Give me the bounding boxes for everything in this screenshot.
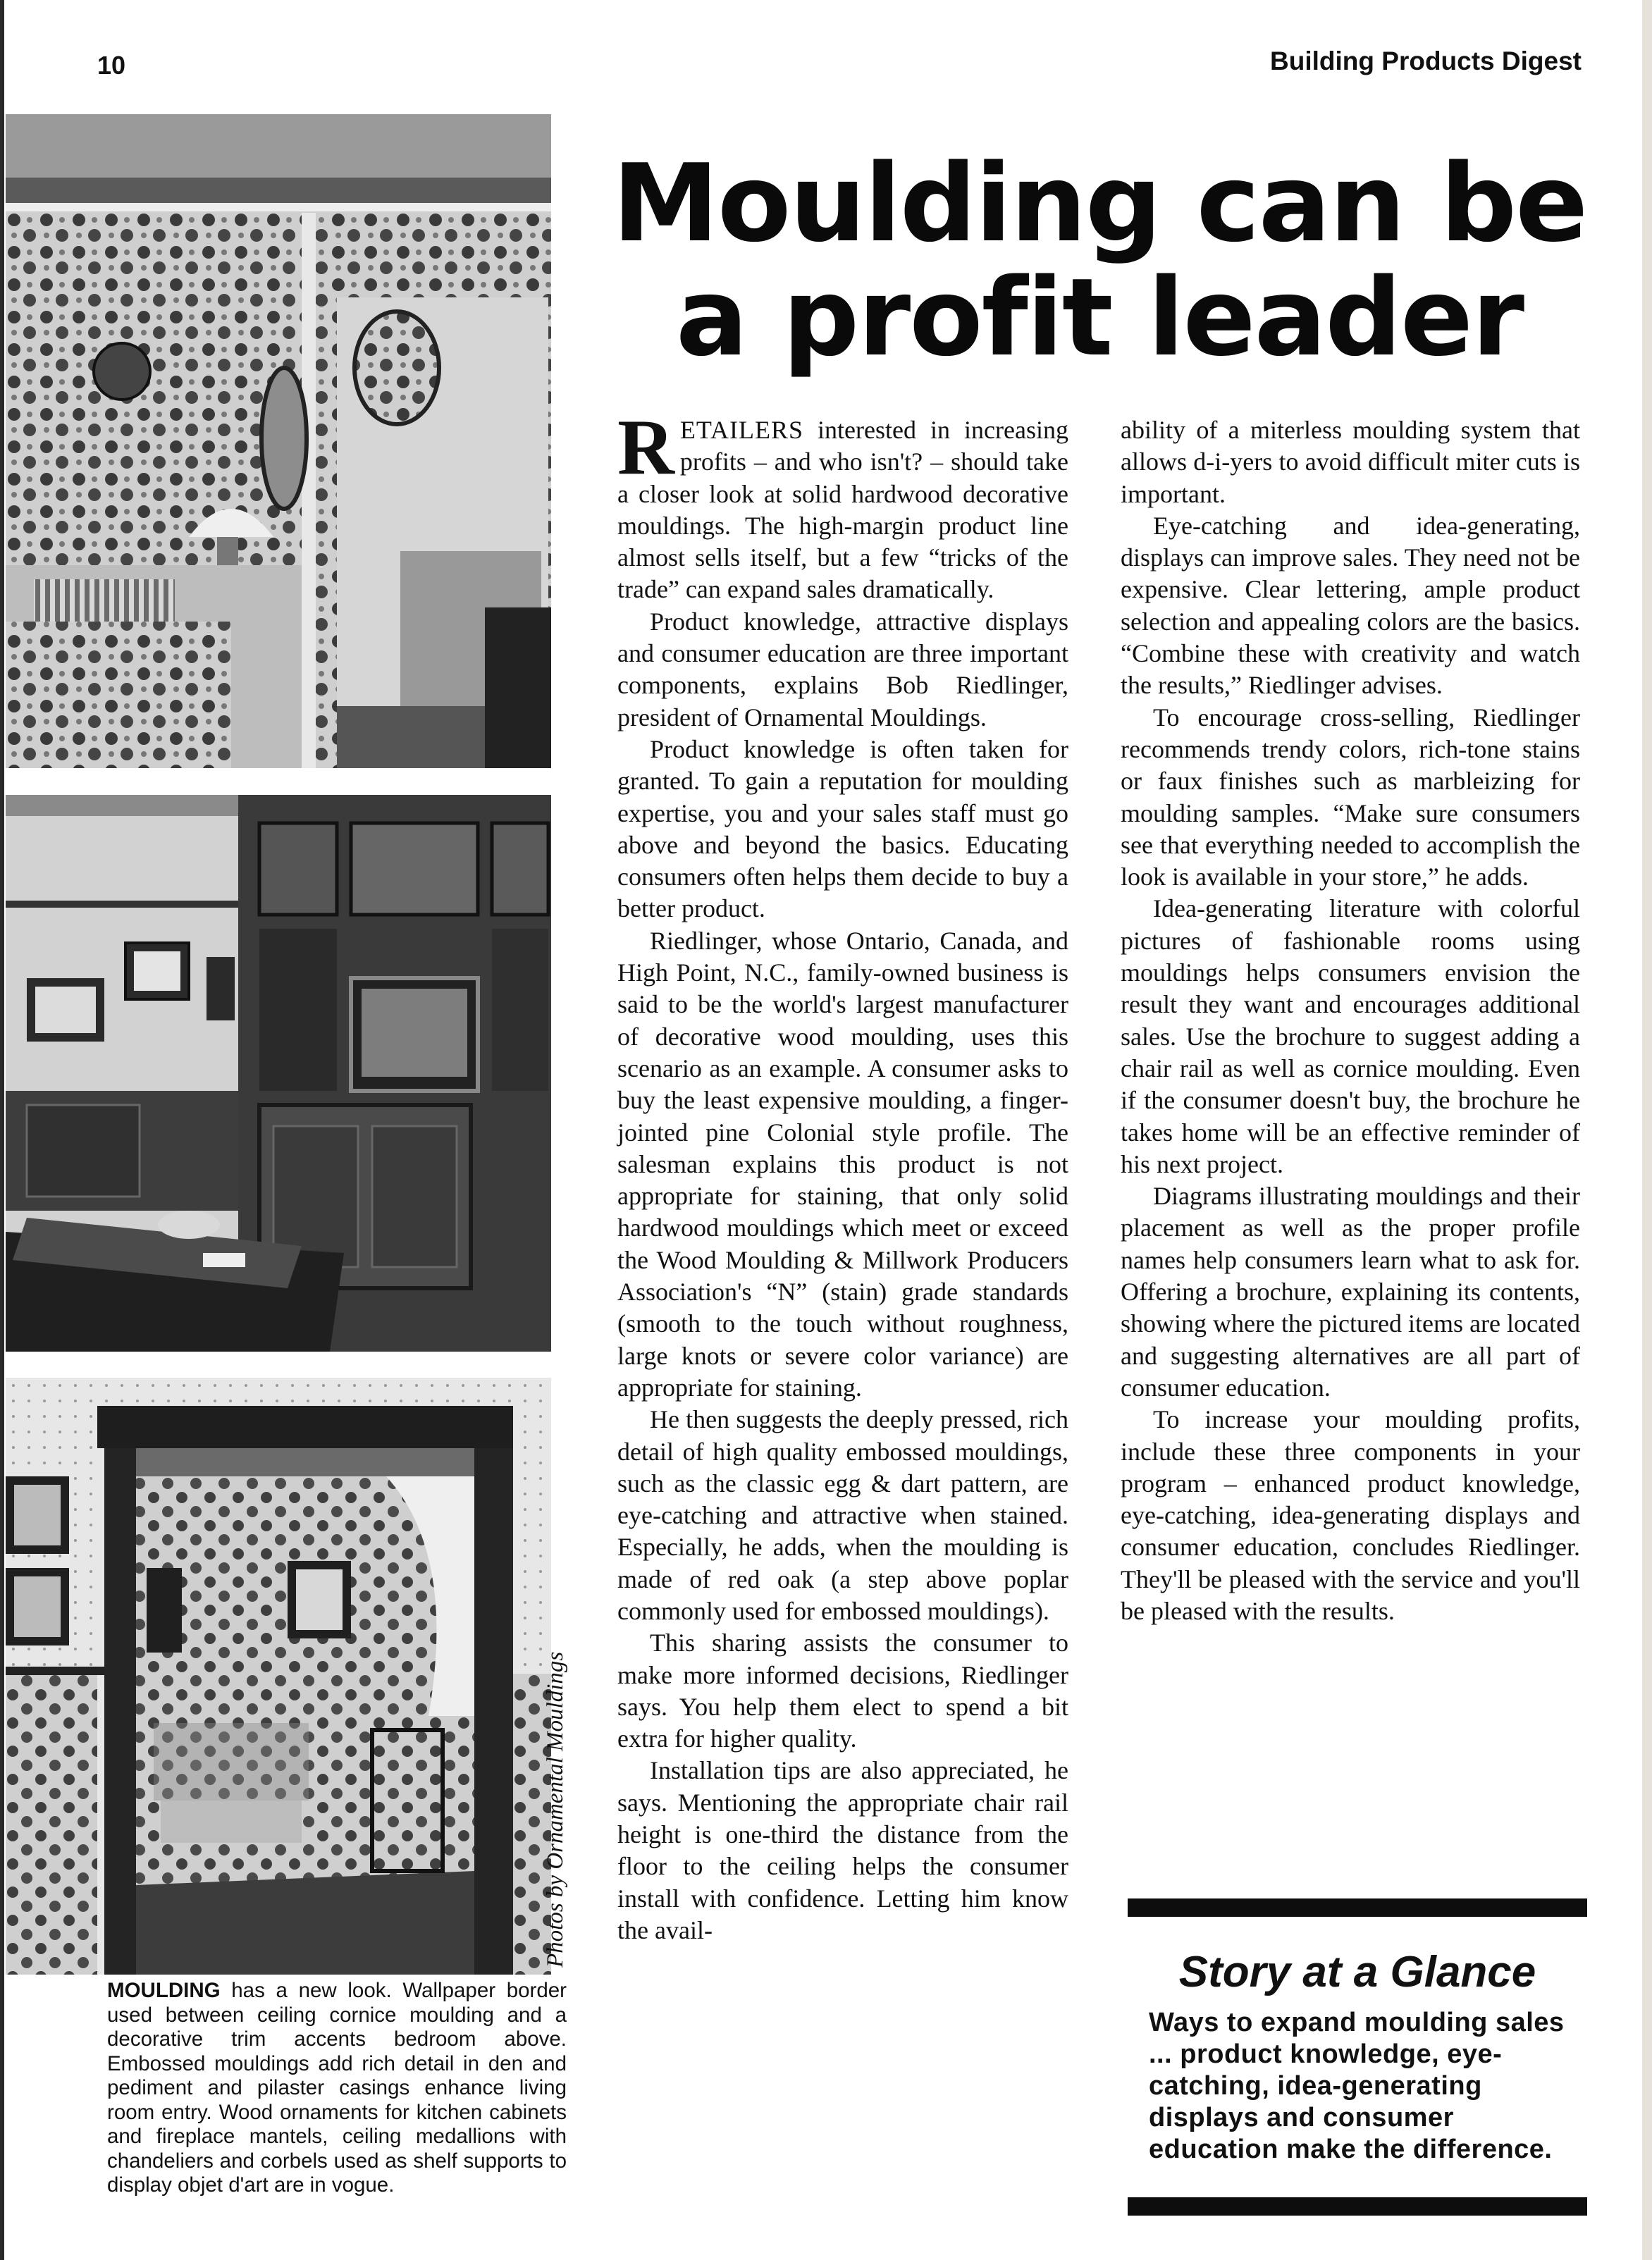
headline-line-2: a profit leader xyxy=(675,255,1524,380)
lead-word: ETAILERS xyxy=(679,416,803,444)
article-paragraph: Product knowledge is often taken for granted. To gain a reputation for moulding expertise, you and your sales staff must go above and beyond the basics. Educating consumers often helps them decide to buy a better product. xyxy=(617,734,1068,923)
article-paragraph: To increase your moulding profits, include these three components in your program – enhanced product knowledge, eye-catching, idea-generating displays and consumer education, concludes Riedlinger. They'll be pleased with the service and you'll be pleased with the results. xyxy=(1121,1405,1580,1625)
article-paragraph: Product knowledge, attractive displays and consumer education are three important components, explains Bob Riedlinger, president of Ornamental Mouldings. xyxy=(617,607,1068,731)
sidebar-title: Story at a Glance xyxy=(1178,1948,1536,1996)
caption-lead: MOULDING xyxy=(107,1979,221,2002)
article-paragraph: Diagrams illustrating mouldings and their placement as well as the proper profile names help consumers learn what to ask for. Offering a brochure, explaining its contents, showing where the pictured items are located and suggesting alternatives are all part of consumer education. xyxy=(1121,1182,1580,1402)
caption-text: has a new look. Wallpaper border used between ceiling cornice moulding and a decorative trim accents bedroom above. Embossed mouldings add rich detail in den and pediment and pilaster casings enhance living room entry. Wood ornaments for kitchen cabinets and fireplace mantels, ceiling medallions with chandeliers and corbels used as shelf supports to display objet d'art are in vogue. xyxy=(107,1979,567,2197)
sidebar-body: Ways to expand moulding sales ... product knowledge, eye-catching, idea-generating displays and consumer education make the difference. xyxy=(1149,2008,1565,2164)
page-edge xyxy=(0,0,4,2260)
den-photo xyxy=(6,795,551,1352)
photo-credit: Photos by Ornamental Mouldings xyxy=(543,1651,568,1968)
article-column-1 xyxy=(617,404,1068,1946)
drop-cap: R xyxy=(617,404,674,491)
sidebar-rule-bottom xyxy=(1128,2197,1587,2216)
article-paragraph: He then suggests the deeply pressed, rich detail of high quality embossed mouldings, such as the classic egg & dart pattern, are eye-catching and attractive when stained. Especially, he adds, when the moulding is made of red oak (a step above poplar commonly used for embossed mouldings). xyxy=(617,1405,1068,1625)
article-paragraph: Installation tips are also appreciated, he says. Mentioning the appropriate chair rail height is one-third the distance from the floor to the ceiling helps the consumer install with confidence. Letting him know the avail- xyxy=(617,1756,1068,1944)
headline xyxy=(606,141,1593,380)
article-paragraph: This sharing assists the consumer to make more informed decisions, Riedlinger says. You help them elect to spend a bit extra for higher quality. xyxy=(617,1629,1068,1753)
article-paragraph: To encourage cross-selling, Riedlinger recommends trendy colors, rich-tone stains or faux finishes such as marbleizing for moulding samples. “Make sure consumers see that everything needed to accomplish the look is available in your store,” he adds. xyxy=(1121,703,1580,891)
sidebar-rule-top xyxy=(1128,1898,1587,1917)
article-column-2 xyxy=(1121,414,1580,1627)
article-paragraph: ability of a miterless moulding system that allows d-i-yers to avoid difficult miter cuts is important. xyxy=(1121,416,1580,508)
article-paragraph: Riedlinger, whose Ontario, Canada, and High Point, N.C., family-owned business is said to be the world's largest manufacturer of decorative wood moulding, uses this scenario as an example. A consumer asks to buy the least expensive moulding, a finger-jointed pine Colonial style profile. The salesman explains this product is not appropriate for staining, that only solid hardwood mouldings which meet or exceed the Wood Moulding & Millwork Producers Association's “N” (stain) grade standards (smooth to the touch without roughness, large knots or severe color variance) are appropriate for staining. xyxy=(617,926,1068,1402)
page-number: 10 xyxy=(97,51,126,80)
living-room-entry-photo xyxy=(6,1378,551,1975)
bedroom-photo xyxy=(6,114,551,768)
headline-line-1: Moulding can be xyxy=(612,141,1587,266)
article-paragraph: Idea-generating literature with colorful pictures of fashionable rooms using mouldings helps consumers envision the result they want and encourages additional sales. Use the brochure to suggest adding a chair rail as well as cornice moulding. Even if the consumer doesn't buy, the brochure he takes home will be an effective reminder of his next project. xyxy=(1121,894,1580,1178)
paragraph-text: interested in increasing profits – and who isn't? – should take a closer look at solid hardwood decorative mouldings. The high-margin product line almost sells itself, but a few “tricks of the trade” can expand sales dramatically. xyxy=(617,416,1068,604)
article-paragraph: Eye-catching and idea-generating, displays can improve sales. They need not be expensive. Clear lettering, ample product selection and appealing colors are the basics. “Combine these with creativity and watch the results,” Riedlinger advises. xyxy=(1121,511,1580,700)
article-paragraph xyxy=(617,404,1068,606)
publication-name: Building Products Digest xyxy=(1270,47,1582,75)
page-edge xyxy=(1642,0,1652,2260)
photo-caption xyxy=(107,1979,567,2198)
